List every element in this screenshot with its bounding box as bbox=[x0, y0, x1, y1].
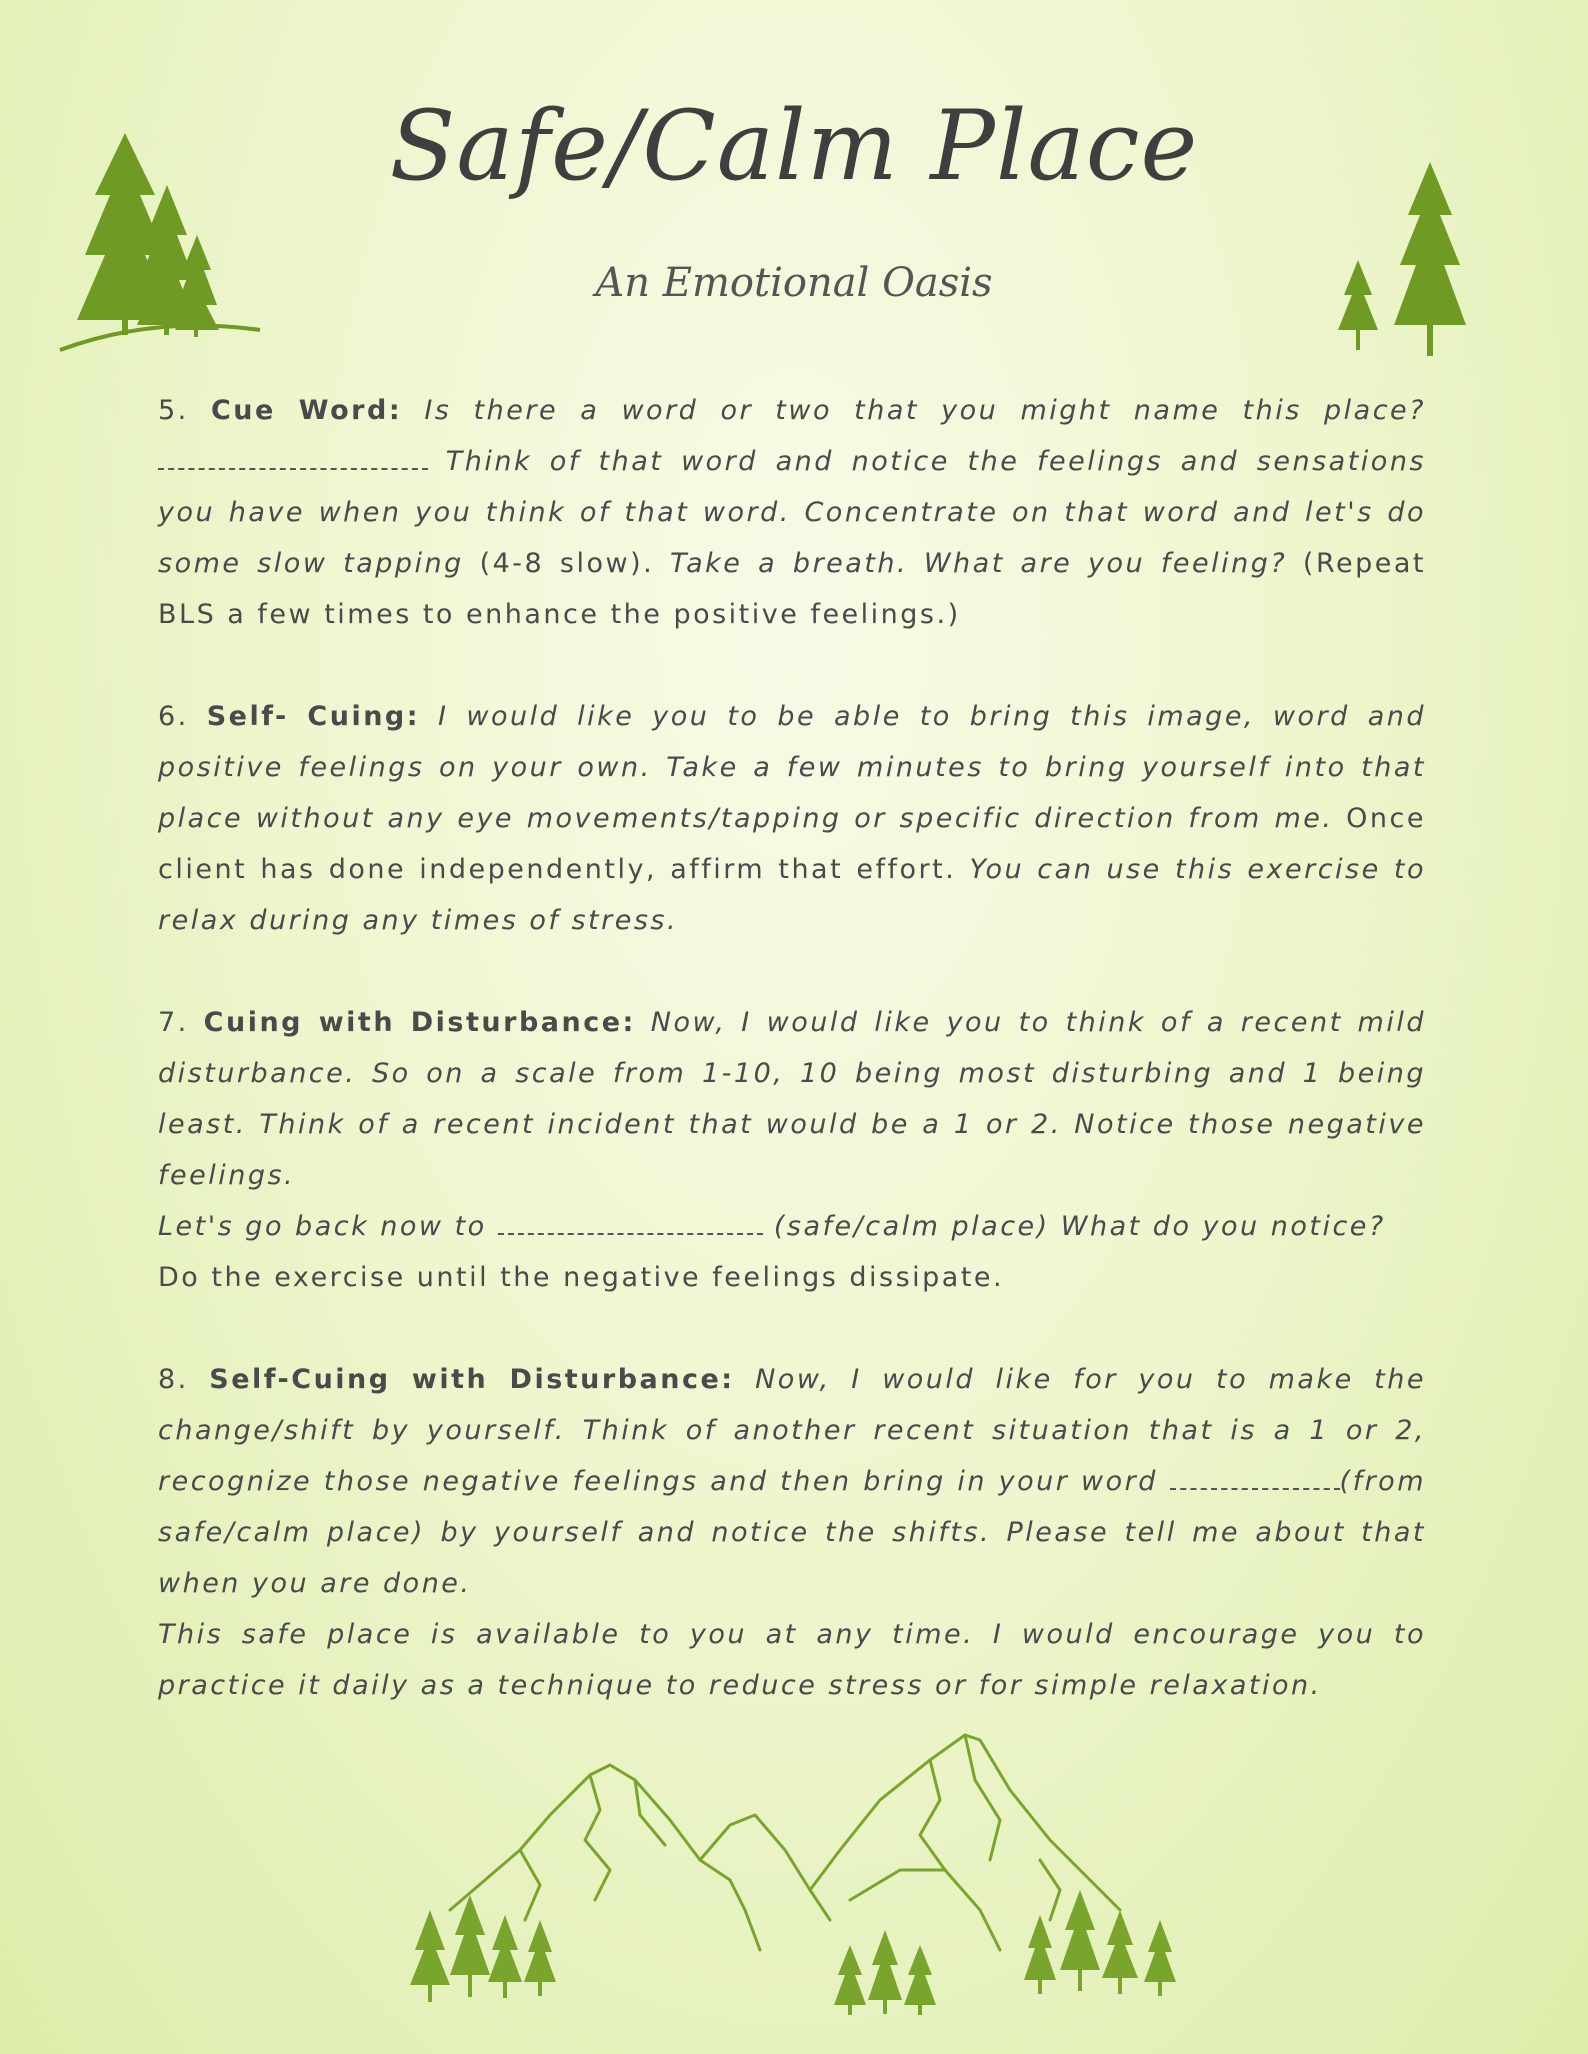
script-text: Is there a word or two that you might name this place? bbox=[424, 395, 1426, 426]
mountains-icon bbox=[400, 1720, 1200, 2020]
section-heading: Self- Cuing: bbox=[206, 701, 421, 732]
page-title: Safe/Calm Place bbox=[389, 90, 1199, 202]
section-cue-word bbox=[158, 385, 1426, 640]
fill-in-blank[interactable] bbox=[158, 438, 428, 470]
instruction-text: Do the exercise until the negative feelings dissipate. bbox=[158, 1262, 1005, 1293]
section-self-cuing bbox=[158, 691, 1426, 946]
section-heading: Cuing with Disturbance: bbox=[203, 1007, 636, 1038]
script-text: (safe/calm place) What do you notice? bbox=[773, 1211, 1386, 1242]
section-number: 8. bbox=[158, 1364, 189, 1395]
script-text: (from safe/calm place) by yourself and notice the shifts. Please tell me about that when you are done. bbox=[158, 1466, 1426, 1599]
script-text: Now, I would like for you to make the change/shift by yourself. Think of another recent situation that is a 1 or 2, recognize those negative feelings and then bring in your word bbox=[158, 1364, 1426, 1497]
page-subtitle: An Emotional Oasis bbox=[595, 260, 993, 306]
script-text: Let's go back now to bbox=[158, 1211, 487, 1242]
section-heading: Cue Word: bbox=[210, 395, 403, 426]
fill-in-blank[interactable] bbox=[498, 1203, 763, 1235]
script-text: Think of that word and notice the feelings and sensations you have when you think of that word. Concentrate on that word and let's do some slow tapping bbox=[158, 446, 1426, 579]
script-text: I would like you to be able to bring this image, word and positive feelings on your own. Take a few minutes to bring yourself into that place without any eye movements/tapping or specific direction from me. bbox=[158, 701, 1426, 834]
fill-in-blank[interactable] bbox=[1170, 1458, 1340, 1490]
instruction-text: (4-8 slow). bbox=[479, 548, 655, 579]
instruction-text: (Repeat BLS a few times to enhance the positive feelings.) bbox=[158, 548, 1426, 630]
script-text: This safe place is available to you at any time. I would encourage you to practice it daily as a technique to reduce stress or for simple relaxation. bbox=[158, 1619, 1426, 1701]
section-number: 7. bbox=[158, 1007, 189, 1038]
instruction-text: Once client has done independently, affirm that effort. bbox=[158, 803, 1426, 885]
section-self-cuing-with-disturbance bbox=[158, 1354, 1426, 1711]
section-number: 6. bbox=[158, 701, 189, 732]
instructions-body bbox=[158, 385, 1426, 1762]
section-cuing-with-disturbance bbox=[158, 997, 1426, 1303]
section-number: 5. bbox=[158, 395, 189, 426]
script-text: Take a breath. What are you feeling? bbox=[669, 548, 1288, 579]
script-text: Now, I would like you to think of a recent mild disturbance. So on a scale from 1-10, 10 being most disturbing and 1 being least. Think of a recent incident that would be a 1 or 2. Notice those negative feelings. bbox=[158, 1007, 1426, 1191]
section-heading: Self-Cuing with Disturbance: bbox=[209, 1364, 735, 1395]
script-text: You can use this exercise to relax during any times of stress. bbox=[158, 854, 1426, 936]
